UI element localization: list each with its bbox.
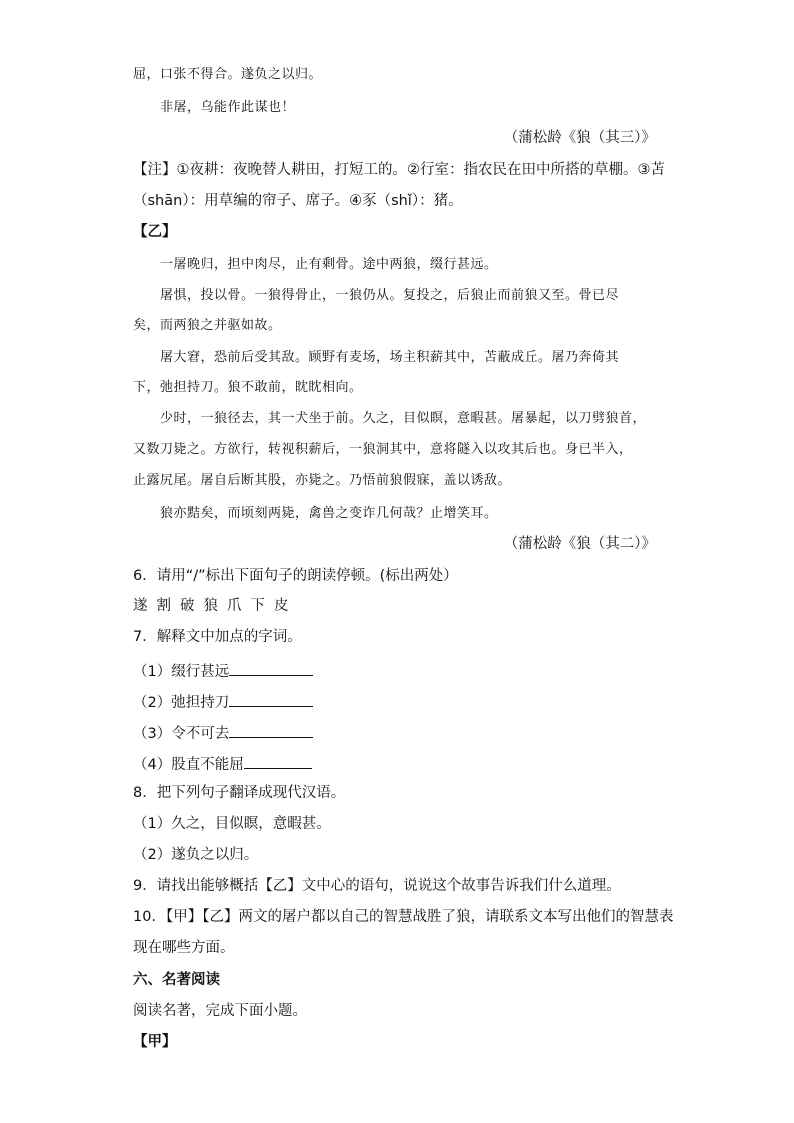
jia-header: 【甲】 [133, 1034, 177, 1050]
question-10-cont: 现在哪些方面。 [133, 940, 235, 956]
passage-yi-line: 矣，而两狼之并驱如故。 [133, 318, 282, 333]
passage-yi-line: 狼亦黠矣，而顷刻两毙，禽兽之变诈几何哉？止增笑耳。 [160, 506, 498, 521]
question-7-item-text: （1）缀行甚远 [133, 664, 230, 680]
section-6-intro: 阅读名著，完成下面小题。 [133, 1003, 307, 1019]
question-7-item [133, 724, 313, 742]
question-6: 6．请用“/”标出下面句子的朗读停顿。(标出两处） [133, 568, 458, 584]
question-8-item: （1）久之，目似瞑，意暇甚。 [133, 816, 331, 832]
passage-jia-line: 非屠，乌能作此谋也！ [160, 100, 296, 115]
question-7-item-text: （2）弛担持刀 [133, 695, 230, 711]
question-9: 9．请找出能够概括【乙】文中心的语句，说说这个故事告诉我们什么道理。 [133, 878, 621, 894]
question-10: 10．【甲】【乙】两文的屠户都以自己的智慧战胜了狼，请联系文本写出他们的智慧表 [133, 909, 674, 925]
section-6-title: 六、名著阅读 [133, 972, 220, 988]
answer-blank[interactable] [244, 755, 312, 769]
passage-yi-line: 屠大窘，恐前后受其敌。顾野有麦场，场主积薪其中，苫蔽成丘。屠乃奔倚其 [160, 350, 620, 365]
question-7: 7．解释文中加点的字词。 [133, 629, 302, 645]
yi-header: 【乙】 [133, 224, 177, 240]
passage-yi-line: 下，弛担持刀。狼不敢前，眈眈相向。 [133, 380, 363, 395]
question-7-item [133, 755, 312, 773]
note-line: 【注】①夜耕：夜晚替人耕田，打短工的。②行室：指农民在田中所搭的草棚。③苫 [133, 162, 665, 178]
answer-blank[interactable] [229, 693, 313, 707]
passage-yi-line: 又数刀毙之。方欲行，转视积薪后，一狼洞其中，意将隧入以攻其后也。身已半入， [133, 442, 633, 457]
question-7-item-text: （4）股直不能屈 [133, 757, 244, 773]
answer-blank[interactable] [229, 724, 313, 738]
question-7-item-text: （3）令不可去 [133, 726, 230, 742]
question-7-item [133, 693, 313, 711]
passage-yi-line: 少时，一狼径去，其一犬坐于前。久之，目似瞑，意暇甚。屠暴起，以刀劈狼首， [160, 411, 647, 426]
passage-yi-line: 止露尻尾。屠自后断其股，亦毙之。乃悟前狼假寐，盖以诱敌。 [133, 473, 512, 488]
question-7-item [133, 662, 313, 680]
passage-yi-source: （蒲松龄《狼（其二）》 [503, 536, 656, 552]
answer-blank[interactable] [229, 662, 313, 676]
passage-jia-line: 屈，口张不得合。遂负之以归。 [133, 67, 323, 82]
question-8: 8．把下列句子翻译成现代汉语。 [133, 785, 346, 801]
passage-jia-source: （蒲松龄《狼（其三）》 [503, 130, 656, 146]
passage-yi-line: 屠惧，投以骨。一狼得骨止，一狼仍从。复投之，后狼止而前狼又至。骨已尽 [160, 288, 620, 303]
passage-yi-line: 一屠晚归，担中肉尽，止有剩骨。途中两狼，缀行甚远。 [160, 257, 498, 272]
question-8-item: （2）遂负之以归。 [133, 847, 259, 863]
note-line: （shān）：用草编的帘子、席子。④豕（shǐ）：猪。 [133, 193, 463, 209]
question-6-sentence: 遂割破狼爪下皮 [133, 598, 298, 614]
